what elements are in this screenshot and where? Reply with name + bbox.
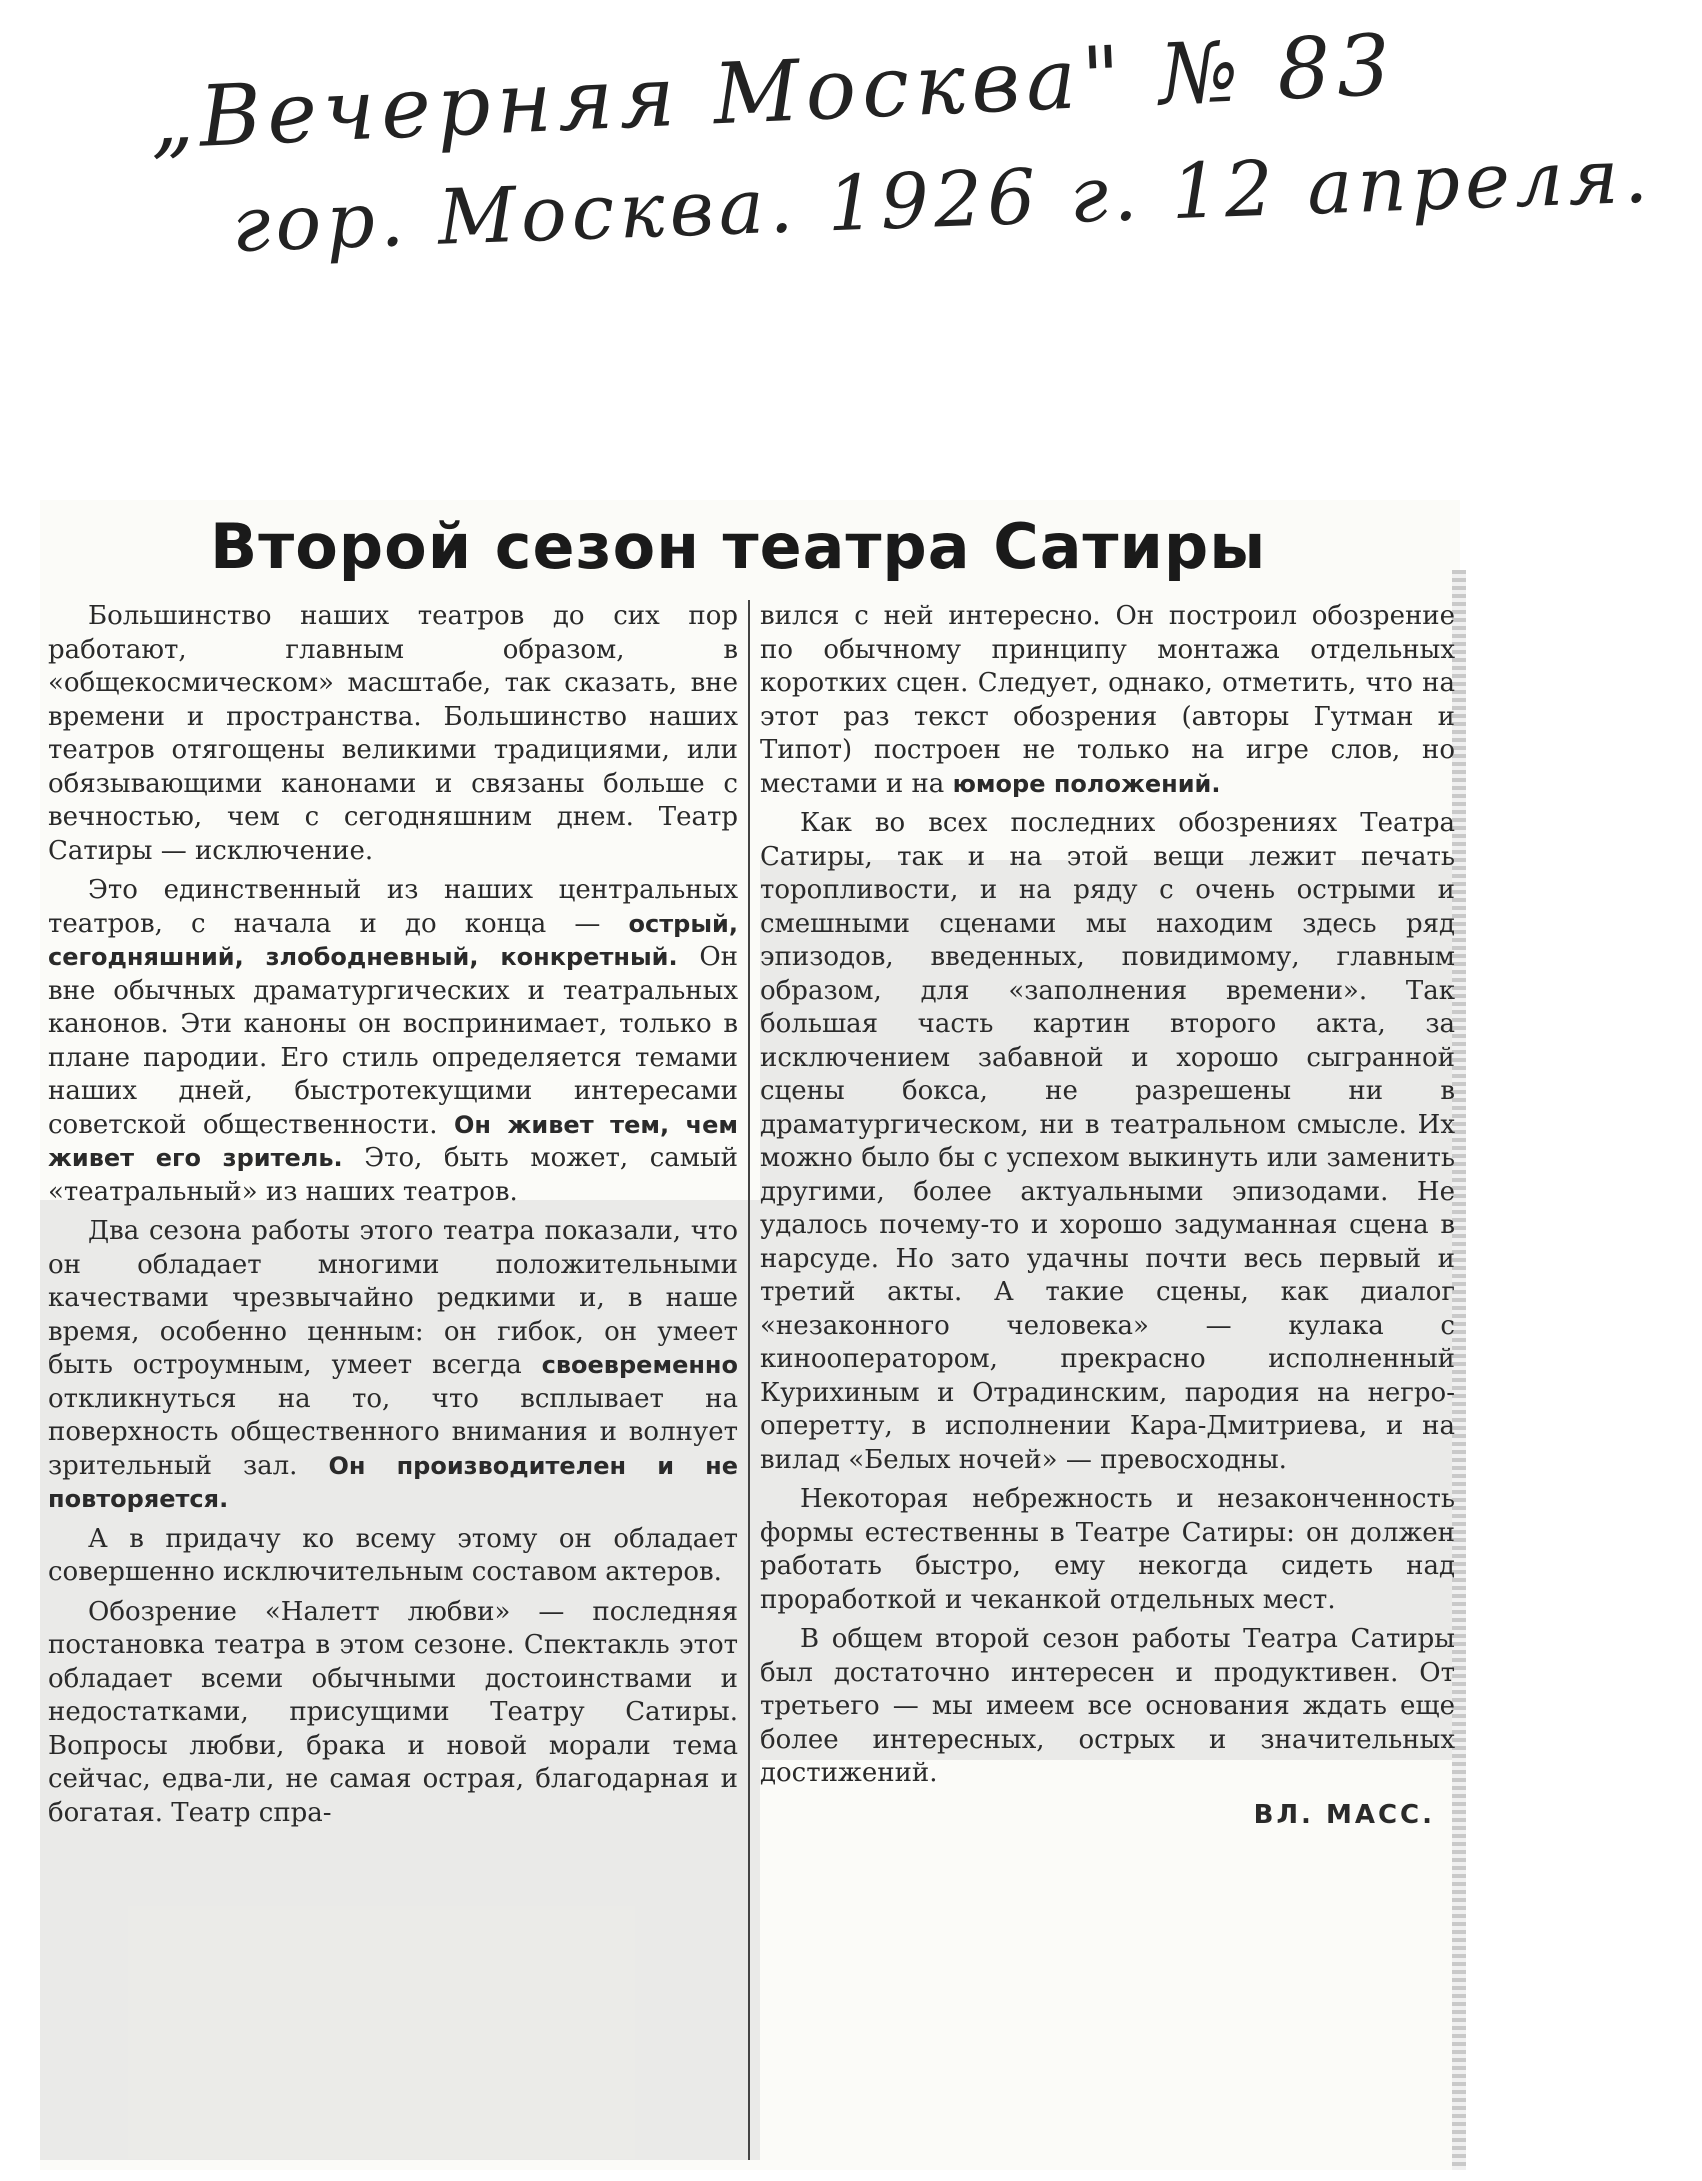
article-column-right [760, 600, 1455, 1832]
paragraph-text: В общем второй сезон работы Театра Сатиры был достаточно интересен и продуктивен. От третьего — мы имеем все основания ждать еще более интересных, острых и значительных достижений. [760, 1624, 1455, 1788]
article-paragraph [760, 1623, 1455, 1791]
article-paragraph [48, 874, 738, 1209]
bold-phrase: Он производителен и не повторяется. [48, 1451, 738, 1513]
article-paragraph [760, 807, 1455, 1477]
paragraph-text: А в придачу ко всему этому он обладает совершенно исключительным составом актеров. [48, 1523, 738, 1587]
bold-phrase: своевременно [541, 1351, 738, 1379]
paragraph-text: Два сезона работы этого театра показали, что он обладает многими положительными качествами чрезвычайно редкими и, в наше время, особенно ценным: он гибок, он умеет быть остроумным, умеет всегда [48, 1216, 738, 1380]
article-column-left [48, 600, 738, 1836]
article-paragraph [48, 1523, 738, 1590]
article-paragraph [48, 1215, 738, 1517]
column-divider [748, 600, 750, 2160]
article-paragraph [48, 600, 738, 868]
bold-phrase: юморе положений. [952, 769, 1221, 798]
paragraph-text: Это единственный из наших центральных театров, с начала и до конца — [48, 875, 738, 939]
handwritten-source-note: „Вечерняя Москва" № 83 [147, 15, 1399, 168]
article-paragraph [48, 1596, 738, 1831]
paragraph-text: Как во всех последних обозрениях Театра Сатиры, так и на этой вещи лежит печать торопливости, и на ряду с очень острыми и смешными сценами мы находим здесь ряд эпизодов, введенных, повидимому, главным образом, для «заполнения времени». Так большая часть картин второго акта, за исключением забавной и хорошо сыгранной сцены бокса, не разрешены ни в драматургическом, ни в театральном смысле. Их можно было бы с успехом выкинуть или заменить другими, более актуальными эпизодами. Не удалось почему-то и хорошо задуманная сцена в нарсуде. Но зато удачны почти весь первый и третий акты. А такие сцены, как диалог «незаконного человека» — кулака с кинооператором, прекрасно исполненный Курихиным и Отрадинским, пародия на негро-оперетту, в исполнении Кара-Дмитриева, и на вилад «Белых ночей» — превосходны. [760, 808, 1455, 1475]
paragraph-text: Обозрение «Налетт любви» — последняя постановка театра в этом сезоне. Спектакль этот обладает всеми обычными достоинствами и недостатками, присущими Театру Сатиры. Вопросы любви, брака и новой морали тема сейчас, едва-ли, не самая острая, благодарная и богатая. Театр спра- [48, 1596, 738, 1828]
article-paragraph [760, 600, 1455, 801]
paragraph-text: Это, быть может, самый «театральный» из наших театров. [48, 1143, 739, 1207]
bold-phrase: острый, сегодняшний, злободневный, конкретный. [48, 909, 738, 971]
paragraph-text: Некоторая небрежность и незаконченность формы естественны в Театре Сатиры: он должен работать быстро, ему некогда сидеть над проработкой и чеканкой отдельных мест. [760, 1484, 1455, 1615]
paragraph-text: Он вне обычных драматургических и театральных канонов. Эти каноны он воспринимает, только в плане пародии. Его стиль определяется темами наших дней, быстротекущими интересами советской общественности. [48, 942, 738, 1140]
article-paragraph [760, 1483, 1455, 1617]
paragraph-text: Большинство наших театров до сих пор работают, главным образом, в «общекосмическом» масштабе, так сказать, вне времени и пространства. Большинство наших театров отягощены великими традициями, или обязывающими канонами и связаны больше с вечностью, чем с сегодняшним днем. Театр Сатиры — исключение. [48, 601, 738, 866]
handwritten-date-note: гор. Москва. 1926 г. 12 апреля. [230, 130, 1655, 269]
article-title: Второй сезон театра Сатиры [210, 510, 1267, 583]
bold-phrase: Он живет тем, чем живет его зритель. [48, 1110, 738, 1172]
author-signature: ВЛ. МАСС. [1253, 1799, 1435, 1830]
paragraph-text: вился с ней интересно. Он построил обозрение по обычному принципу монтажа отдельных коротких сцен. Следует, однако, отметить, что на этот раз текст обозрения (авторы Гутман и Типот) построен не только на игре слов, но местами и на [760, 601, 1455, 799]
paragraph-text: откликнуться на то, что всплывает на поверхность общественного внимания и волнует зрительный зал. [48, 1383, 738, 1481]
